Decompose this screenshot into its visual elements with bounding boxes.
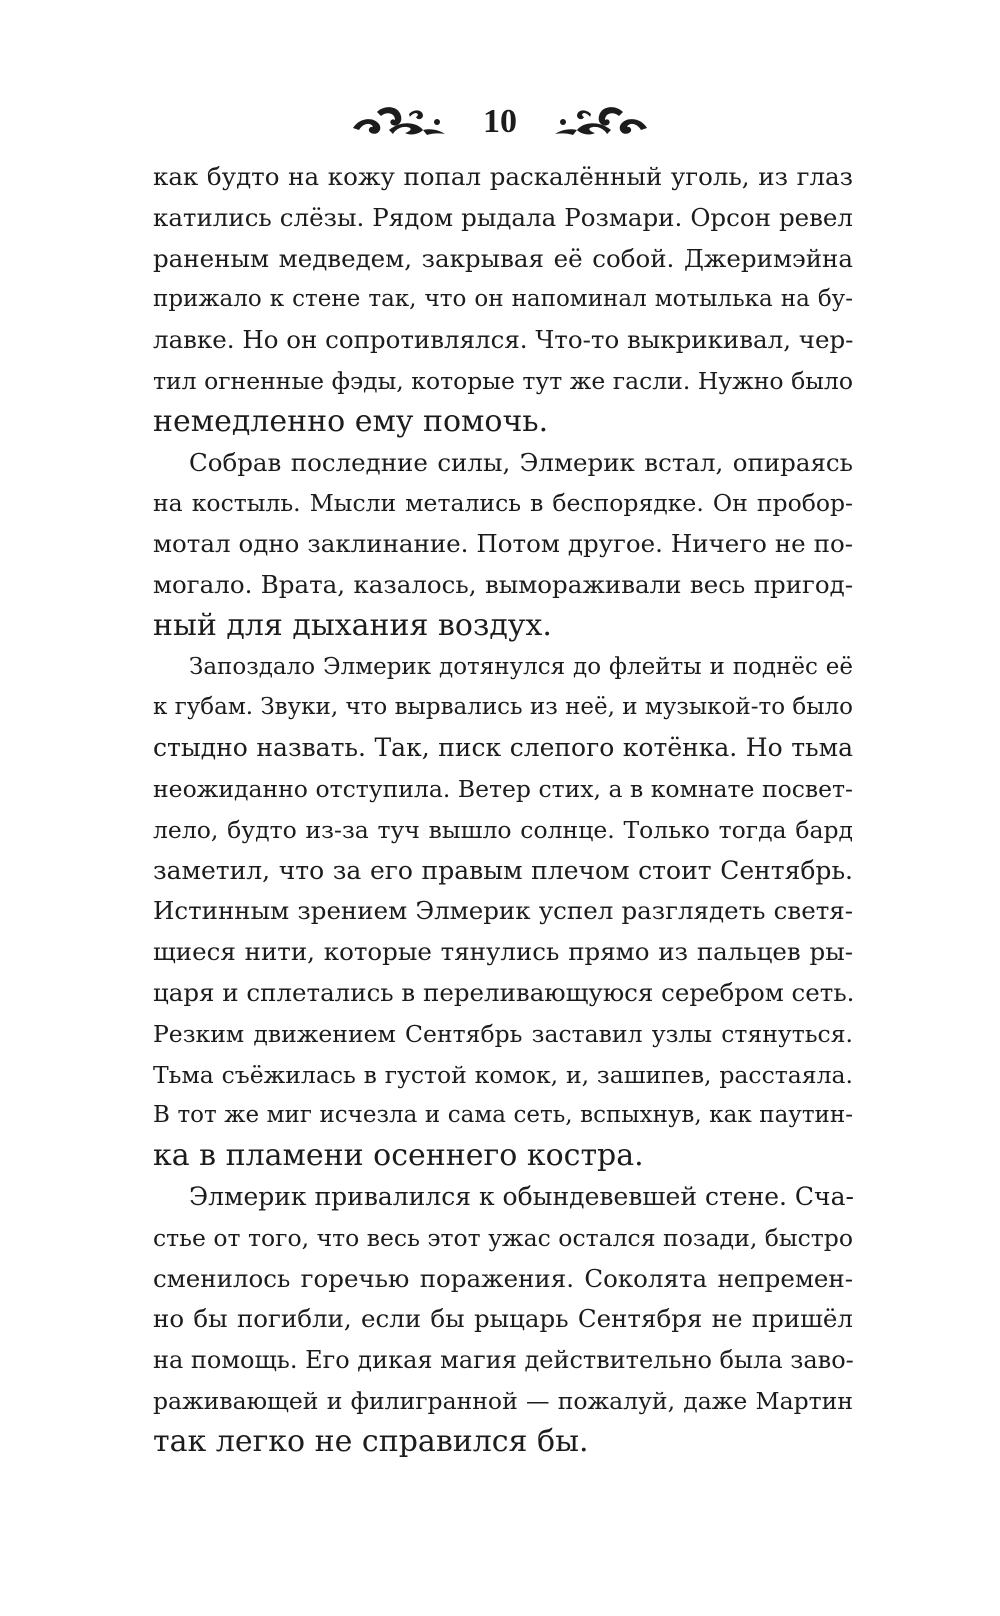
text-line: стье от того, что весь этот ужас остался позади, быстро xyxy=(153,1223,853,1252)
flourish-right-icon xyxy=(551,100,651,144)
text-line: катились слёзы. Рядом рыдала Розмари. Орсон ревел xyxy=(153,202,853,232)
text-line: Истинным зрением Элмерик успел разглядеть светя- xyxy=(153,896,853,926)
text-line: раненым медведем, закрывая её собой. Джеримэйна xyxy=(153,243,853,273)
text-line: Собрав последние силы, Элмерик встал, опираясь xyxy=(189,447,853,477)
text-line: Элмерик привалился к обындевевшей стене. Сча- xyxy=(189,1181,854,1211)
page-number: 10 xyxy=(483,103,517,140)
text-line: заметил, что за его правым плечом стоит Сентябрь. xyxy=(153,855,853,885)
text-line: немедленно ему помочь. xyxy=(153,403,549,439)
text-line: на помощь. Его дикая магия действительно была заво- xyxy=(153,1346,854,1375)
text-line: Запоздало Элмерик дотянулся до флейты и поднёс её xyxy=(189,653,853,680)
text-line: лавке. Но он сопротивлялся. Что-то выкрикивал, чер- xyxy=(153,325,854,355)
text-line: как будто на кожу попал раскалённый уголь, из глаз xyxy=(153,162,853,191)
paragraph-4 xyxy=(153,1177,853,1463)
text-line: Тьма съёжилась в густой комок, и, зашипев, расстаяла. xyxy=(153,1060,853,1089)
text-line: В тот же миг исчезла и сама сеть, вспыхнув, как паутин- xyxy=(153,1102,853,1129)
text-line: лело, будто из-за туч вышло солнце. Только тогда бард xyxy=(153,815,853,844)
paragraph-2 xyxy=(153,443,853,647)
flourish-left-icon xyxy=(349,100,449,144)
text-line: неожиданно отступила. Ветер стих, а в комнате посвет- xyxy=(153,774,853,803)
text-line: могало. Врата, казалось, вымораживали весь пригод- xyxy=(153,569,853,599)
body-text xyxy=(153,157,853,1463)
text-line: ка в пламени осеннего костра. xyxy=(153,1138,644,1174)
text-line: так легко не справился бы. xyxy=(153,1423,589,1459)
text-line: на костыль. Мысли метались в беспорядке. Он пробор- xyxy=(153,489,853,518)
text-line: щиеся нити, которые тянулись прямо из пальцев ры- xyxy=(153,937,853,967)
text-line: мотал одно заклинание. Потом другое. Ничего не по- xyxy=(153,529,853,559)
text-line: Резким движением Сентябрь заставил узлы стянуться. xyxy=(153,1019,853,1048)
text-line: прижало к стене так, что он напоминал мотылька на бу- xyxy=(153,286,853,313)
paragraph-1 xyxy=(153,157,853,443)
text-line: стыдно назвать. Так, писк слепого котёнка. Но тьма xyxy=(153,733,853,763)
text-line: ный для дыхания воздух. xyxy=(153,607,552,643)
text-line: царя и сплетались в переливающуюся серебром сеть. xyxy=(153,977,855,1007)
text-line: тил огненные фэды, которые тут же гасли. Нужно было xyxy=(153,366,853,395)
text-line: раживающей и филигранной — пожалуй, даже Мартин xyxy=(153,1386,853,1415)
text-line: к губам. Звуки, что вырвались из неё, и музыкой-то было xyxy=(153,694,853,721)
paragraph-3 xyxy=(153,647,853,1177)
text-line: сменилось горечью поражения. Соколята непремен- xyxy=(153,1263,853,1293)
page-header xyxy=(0,92,1000,152)
text-line: но бы погибли, если бы рыцарь Сентября не пришёл xyxy=(153,1304,853,1334)
